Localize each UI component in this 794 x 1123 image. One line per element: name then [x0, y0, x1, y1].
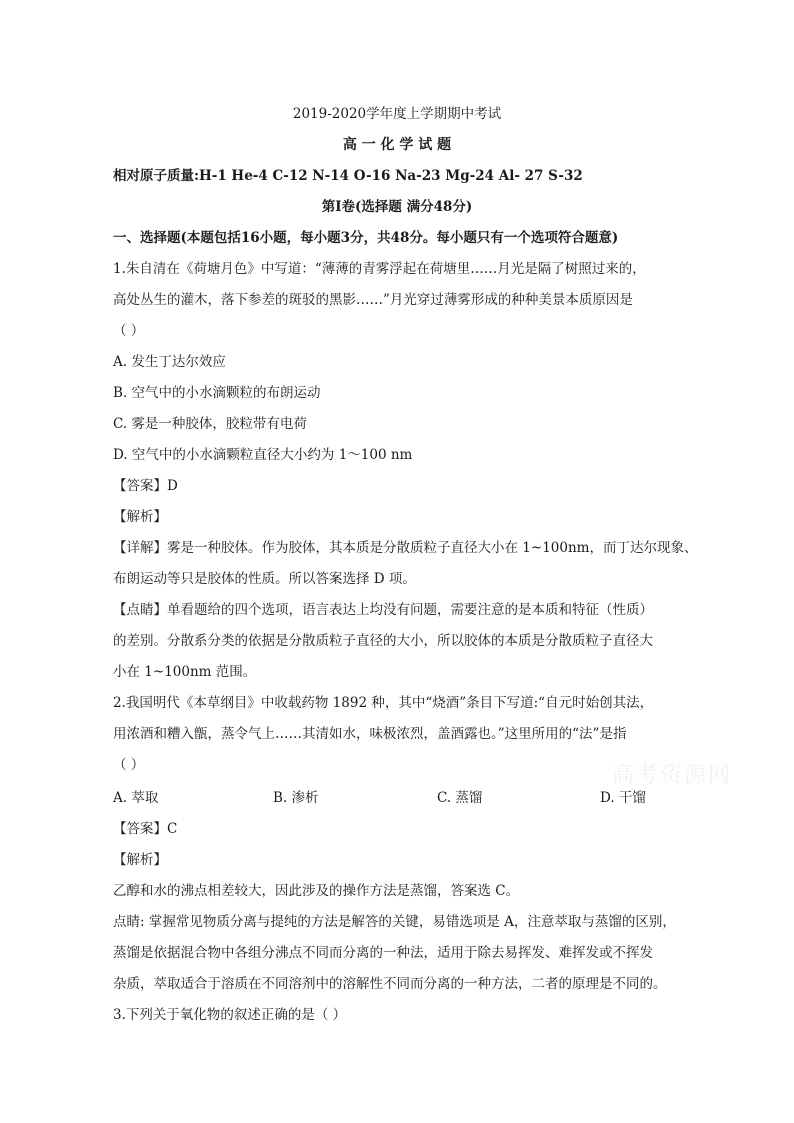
q2-analysis-label: 【解析】 [113, 852, 167, 868]
q2-answer-blank: （ ） [113, 757, 145, 773]
q2-analysis-text: 乙醇和水的沸点相差较大，因此涉及的操作方法是蒸馏，答案选 C。 [113, 883, 520, 899]
q1-option-c: C. 雾是一种胶体，胶粒带有电荷 [113, 416, 307, 432]
q2-option-d: D. 干馏 [600, 790, 646, 806]
q1-note-line3: 小在 1~100nm 范围。 [113, 664, 257, 680]
q1-stem-line2: 高处丛生的灌木，落下参差的斑驳的黑影……”月光穿过薄雾形成的种种美景本质原因是 [113, 292, 633, 308]
q1-option-b: B. 空气中的小水滴颗粒的布朗运动 [113, 385, 321, 401]
q2-stem-line2: 用浓酒和糟入甑，蒸令气上……其清如水，味极浓烈，盖酒露也。”这里所用的“法”是指 [113, 726, 627, 742]
q1-detail-line2: 布朗运动等只是胶体的性质。所以答案选择 D 项。 [113, 571, 416, 587]
q2-answer: 【答案】C [113, 821, 178, 837]
q1-option-d: D. 空气中的小水滴颗粒直径大小约为 1～100 nm [113, 447, 413, 463]
watermark: 高考资源网 [612, 763, 733, 788]
part-title: 第Ⅰ卷(选择题 满分48分) [321, 199, 473, 215]
section-title: 一、选择题(本题包括16小题，每小题3分，共48分。每小题只有一个选项符合题意) [113, 230, 619, 246]
q2-stem-line1: 2.我国明代《本草纲目》中收载药物 1892 种，其中“烧酒”条目下写道:“自元时始创其法， [113, 695, 654, 711]
q1-answer-blank: （ ） [113, 323, 145, 339]
q3-stem: 3.下列关于氧化物的叙述正确的是（ ） [113, 1007, 347, 1023]
q2-option-a: A. 萃取 [113, 790, 159, 806]
q2-note-line2: 蒸馏是依据混合物中各组分沸点不同而分离的一种法，适用于除去易挥发、难挥发或不挥发 [113, 945, 653, 961]
q1-option-a: A. 发生丁达尔效应 [113, 354, 226, 370]
q2-note-line1: 点睛: 掌握常见物质分离与提纯的方法是解答的关键，易错选项是 A，注意萃取与蒸馏的区别， [113, 914, 676, 930]
subject-title: 高 一 化 学 试 题 [342, 137, 452, 153]
q2-option-b: B. 渗析 [273, 790, 319, 806]
q2-option-c: C. 蒸馏 [437, 790, 483, 806]
q1-note-line2: 的差别。分散系分类的依据是分散质粒子直径的大小，所以胶体的本质是分散质粒子直径大 [113, 633, 653, 649]
atomic-masses: 相对原子质量:H-1 He-4 C-12 N-14 O-16 Na-23 Mg-24 Al- 27 S-32 [113, 168, 583, 184]
q1-stem-line1: 1.朱自清在《荷塘月色》中写道：“薄薄的青雾浮起在荷塘里……月光是隔了树照过来的， [113, 261, 646, 277]
q1-detail-line1: 【详解】雾是一种胶体。作为胶体，其本质是分散质粒子直径大小在 1~100nm，而丁达尔现象、 [113, 540, 698, 556]
q2-note-line3: 杂质，萃取适合于溶质在不同溶剂中的溶解性不同而分离的一种方法，二者的原理是不同的。 [113, 976, 667, 992]
q1-answer: 【答案】D [113, 478, 178, 494]
q1-analysis-label: 【解析】 [113, 509, 167, 525]
exam-title: 2019-2020学年度上学期期中考试 [292, 106, 502, 122]
q1-note-line1: 【点睛】单看题给的四个选项，语言表达上均没有问题，需要注意的是本质和特征（性质） [113, 602, 653, 618]
